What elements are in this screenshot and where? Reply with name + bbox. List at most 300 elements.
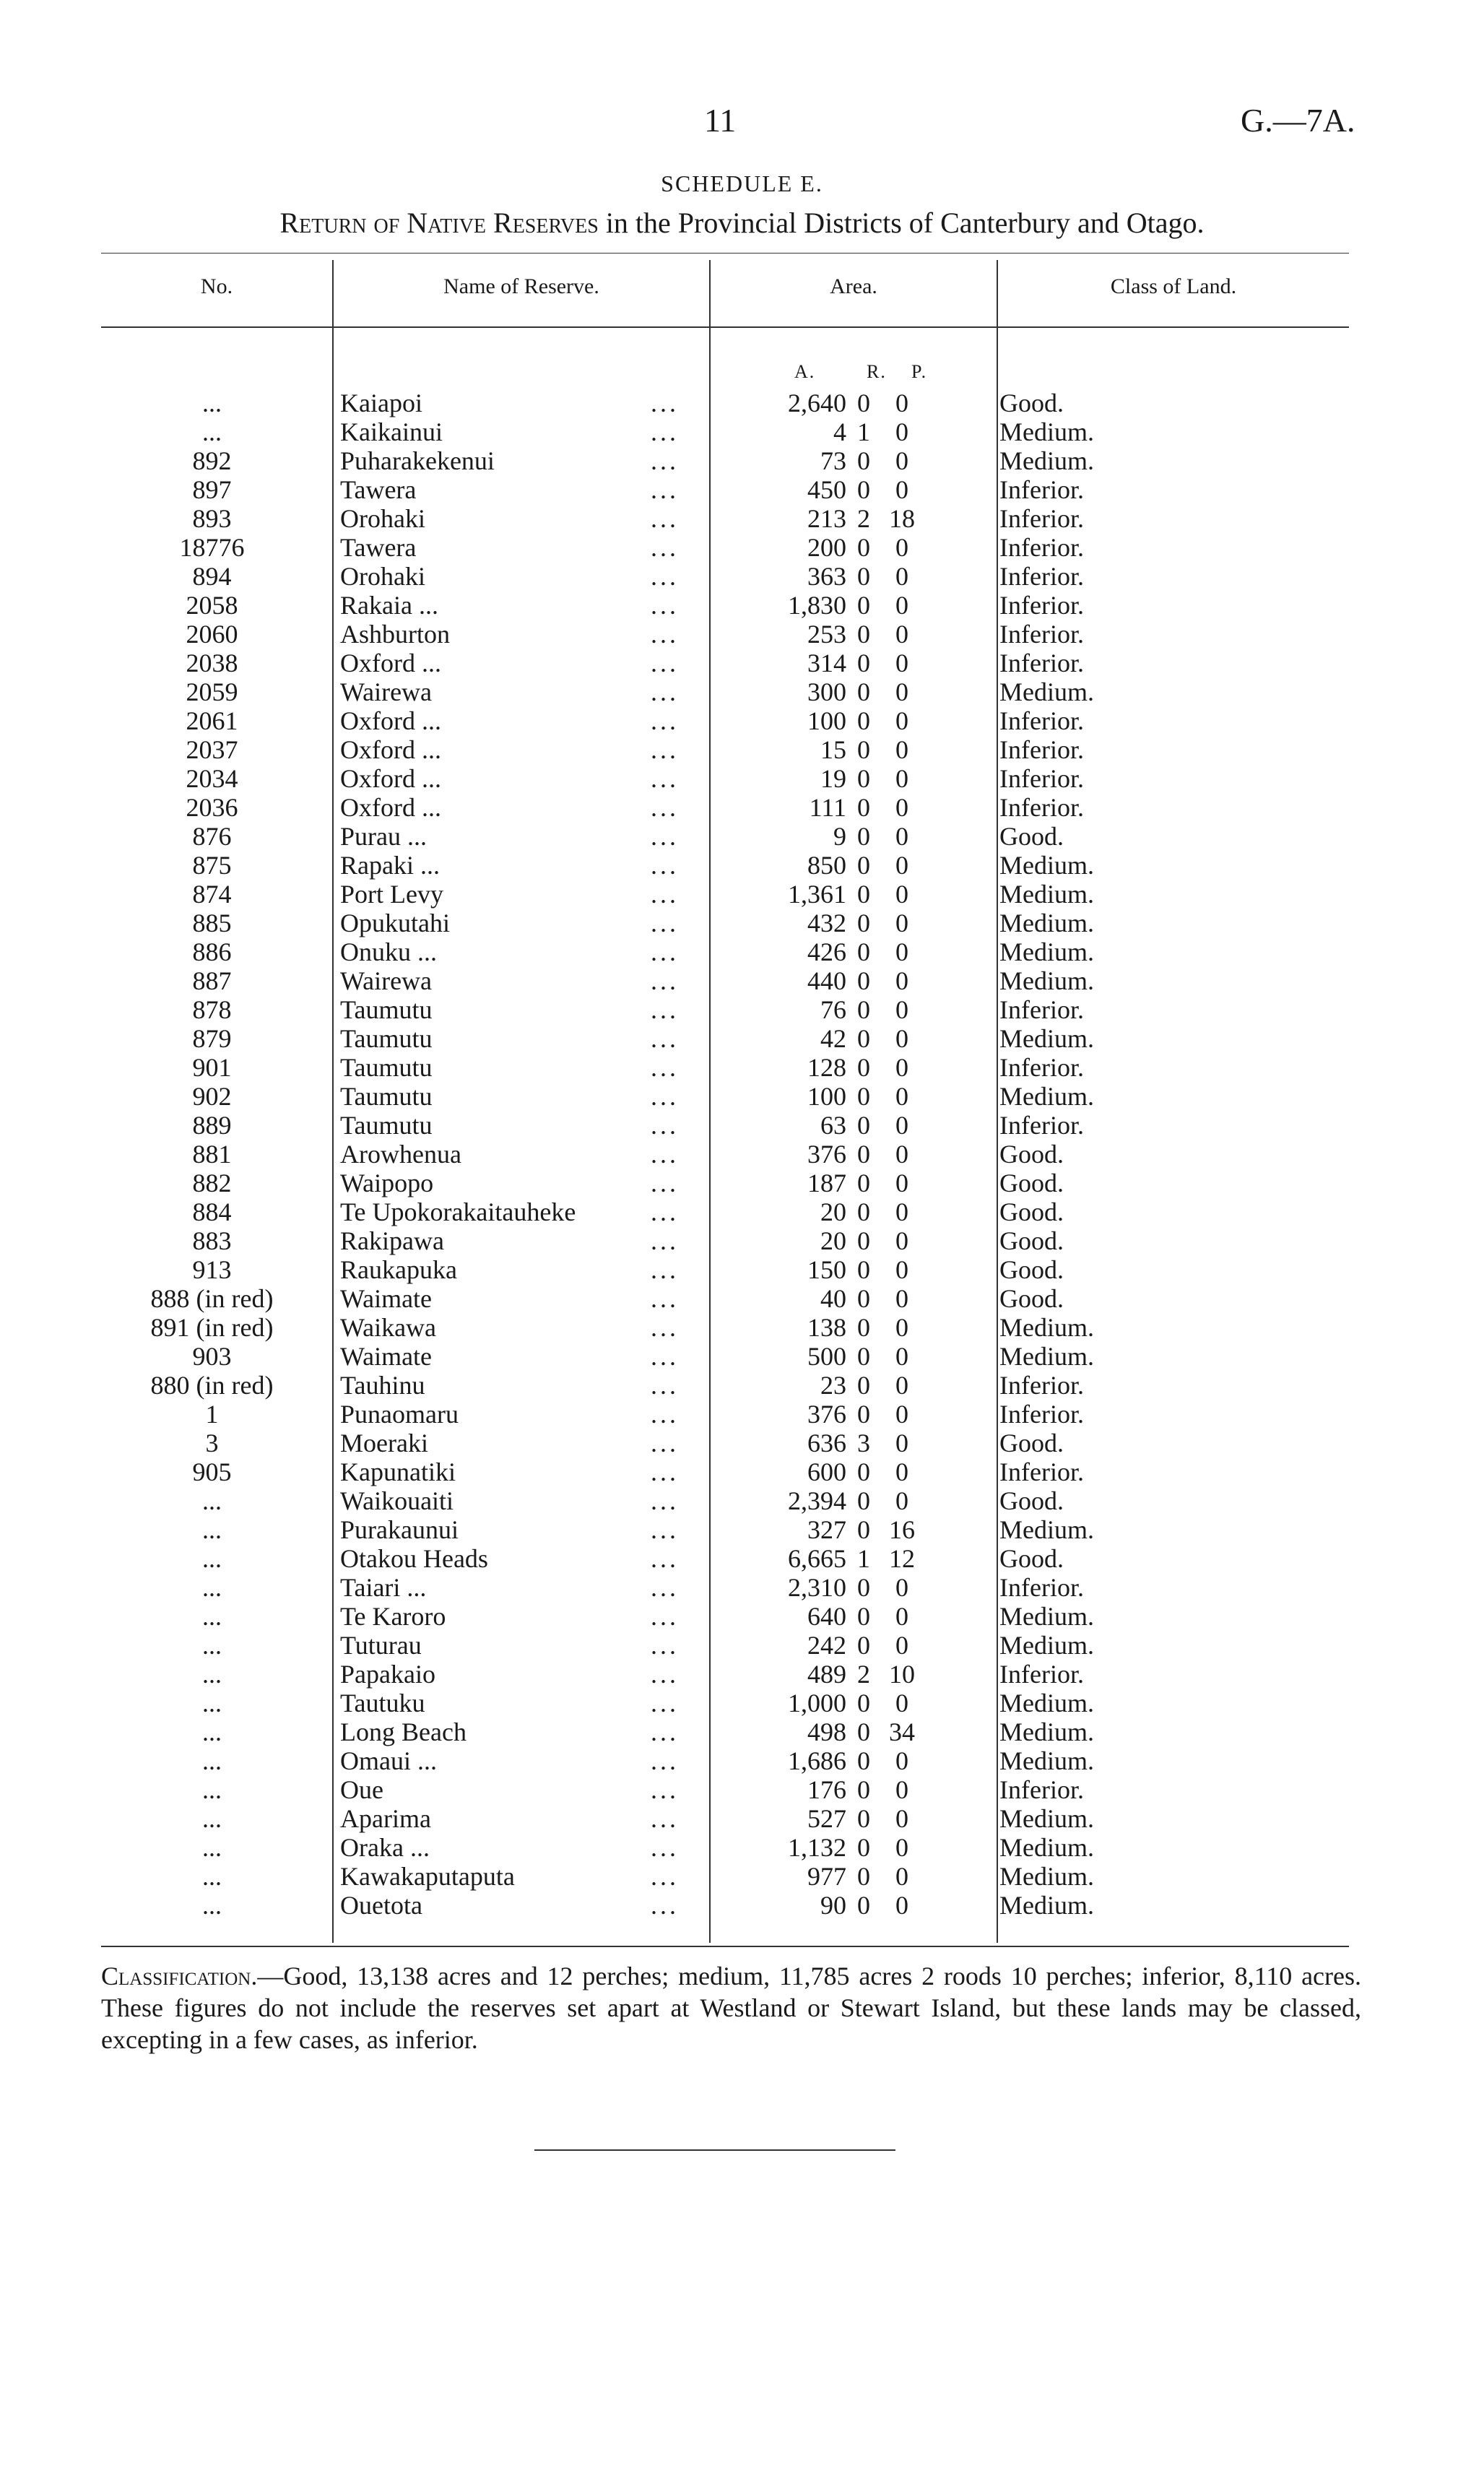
area-roods: 0 [857,995,870,1024]
reserve-name: Taumutu [340,1111,433,1140]
area-acres: 636 [807,1429,846,1457]
area-roods: 1 [857,1544,870,1573]
reserve-name: Tuturau [340,1631,422,1660]
table-row [101,417,1361,446]
spacer [923,909,992,937]
area-perches: 0 [895,677,908,706]
reserve-name-wrap [340,475,696,504]
area-roods: 0 [857,851,870,880]
area-acres: 90 [820,1891,846,1920]
reserve-name: Taumutu [340,1082,433,1111]
land-class: Medium. [999,851,1094,880]
area-perches: 0 [895,1804,908,1833]
area-perches: 0 [895,1284,908,1313]
area-roods: 0 [857,1833,870,1862]
table-row [101,1544,1361,1573]
table-row [101,1804,1361,1833]
footer-rule [101,1946,1349,1947]
reserve-name-wrap [340,1833,696,1862]
reserve-name-cell [323,1457,696,1486]
area-roods: 0 [857,937,870,966]
area-perches: 0 [895,1862,908,1891]
land-class: Good. [999,389,1064,417]
table-row [101,1862,1361,1891]
area-acres: 73 [820,446,846,475]
reserve-name-wrap [340,1400,696,1429]
reserve-name: Waimate [340,1284,433,1313]
leader-dots: ... [651,1717,679,1746]
area-perches: 18 [889,504,915,533]
area-acres: 1,132 [788,1833,846,1862]
area-perches: 0 [895,1342,908,1371]
reserve-name-wrap [340,591,696,620]
reserve-name-wrap [340,446,696,475]
area-acres: 500 [807,1342,846,1371]
area-acres: 9 [833,822,846,851]
reserve-name-cell [323,995,696,1024]
area-roods: 0 [857,1400,870,1429]
reserve-name-wrap [340,937,696,966]
area-acres: 432 [807,909,846,937]
spacer [923,591,992,620]
reserve-number: 18776 [179,533,245,562]
table-row [101,649,1361,677]
spacer [923,851,992,880]
area-perches: 0 [895,1111,908,1140]
area-roods: 0 [857,1169,870,1197]
table-row [101,677,1361,706]
reserve-number: 888 (in red) [150,1284,274,1313]
reserve-name-cell [323,1689,696,1717]
area-roods: 1 [857,417,870,446]
reserve-name: Kawakaputaputa [340,1862,515,1891]
area-acres: 63 [820,1111,846,1140]
area-roods: 0 [857,706,870,735]
reserve-name-wrap [340,1313,696,1342]
reserve-name-wrap [340,1024,696,1053]
spacer [923,966,992,995]
area-perches: 16 [889,1515,915,1544]
area-roods: 0 [857,1140,870,1169]
reserve-name: Oxford ... [340,649,441,677]
area-perches: 0 [895,591,908,620]
reserve-name-cell [323,1717,696,1746]
reserve-name: Ashburton [340,620,450,649]
area-acres: 200 [807,533,846,562]
area-acres: 138 [807,1313,846,1342]
reserve-name-wrap [340,822,696,851]
table-row [101,1515,1361,1544]
leader-dots: ... [651,1891,679,1920]
reserve-name-wrap [340,1544,696,1573]
area-roods: 0 [857,1024,870,1053]
reserve-name-wrap [340,1746,696,1775]
area-acres: 489 [807,1660,846,1689]
spacer [923,1573,992,1602]
table-row [101,937,1361,966]
reserve-name-wrap [340,851,696,880]
reserve-name-wrap [340,1457,696,1486]
reserve-name-cell [323,446,696,475]
table-row [101,1371,1361,1400]
reserve-name-cell [323,677,696,706]
land-class: Medium. [999,1342,1094,1371]
reserve-name-wrap [340,1573,696,1602]
reserve-number: ... [202,1544,222,1573]
leader-dots: ... [651,909,679,937]
reserve-name: Tawera [340,533,417,562]
spacer [923,1891,992,1920]
area-perches: 0 [895,1169,908,1197]
spacer [923,1862,992,1891]
classification-note [101,1960,1361,2055]
area-acres: 100 [807,706,846,735]
reserve-name-cell [323,1255,696,1284]
spacer [923,1400,992,1429]
reserve-number: ... [202,1804,222,1833]
header-top-rule [101,253,1349,254]
reserve-name: Omaui ... [340,1746,437,1775]
spacer [923,1602,992,1631]
area-roods: 0 [857,1111,870,1140]
reserve-name-cell [323,562,696,591]
reserve-name-cell [323,1429,696,1457]
reserve-name: Wairewa [340,677,433,706]
area-perches: 0 [895,533,908,562]
spacer [923,735,992,764]
land-class: Inferior. [999,533,1084,562]
reserve-name-wrap [340,793,696,822]
spacer [923,1371,992,1400]
leader-dots: ... [651,620,679,649]
reserve-name: Puharakekenui [340,446,495,475]
reserve-name-wrap [340,1053,696,1082]
reserve-number: 878 [192,995,232,1024]
reserve-name-cell [323,851,696,880]
area-roods: 0 [857,822,870,851]
land-class: Inferior. [999,1371,1084,1400]
leader-dots: ... [651,649,679,677]
area-perches: 0 [895,995,908,1024]
reserve-name: Kaiapoi [340,389,422,417]
land-class: Inferior. [999,475,1084,504]
reserve-number: ... [202,1775,222,1804]
reserve-name-cell [323,1226,696,1255]
reserve-number: 874 [192,880,232,909]
area-perches: 0 [895,1602,908,1631]
leader-dots: ... [651,1082,679,1111]
spacer [923,1313,992,1342]
spacer [923,1804,992,1833]
table-row [101,1024,1361,1053]
reserve-name-wrap [340,1140,696,1169]
spacer [923,1515,992,1544]
reserve-name-wrap [340,649,696,677]
land-class: Inferior. [999,995,1084,1024]
area-acres: 187 [807,1169,846,1197]
table-row [101,909,1361,937]
reserve-name: Oraka ... [340,1833,430,1862]
reserve-name: Otakou Heads [340,1544,488,1573]
reserve-name: Waipopo [340,1169,434,1197]
leader-dots: ... [651,1342,679,1371]
reserve-number: ... [202,417,222,446]
table-row [101,1660,1361,1689]
reserve-name-cell [323,764,696,793]
reserve-name-wrap [340,562,696,591]
reserve-name: Kaikainui [340,417,443,446]
area-acres: 4 [833,417,846,446]
area-perches: 0 [895,1746,908,1775]
reserve-number: 2059 [186,677,238,706]
leader-dots: ... [651,1284,679,1313]
reserve-name-cell [323,1111,696,1140]
area-acres: 1,686 [788,1746,846,1775]
leader-dots: ... [651,1140,679,1169]
area-acres: 426 [807,937,846,966]
reserve-name: Purakaunui [340,1515,459,1544]
unit-acres: A. [794,361,816,382]
reserve-name-cell [323,1660,696,1689]
reserve-name-cell [323,966,696,995]
land-class: Medium. [999,1833,1094,1862]
table-row [101,1689,1361,1717]
area-acres: 76 [820,995,846,1024]
leader-dots: ... [651,1024,679,1053]
spacer [923,1833,992,1862]
reserve-name: Kapunatiki [340,1457,456,1486]
leader-dots: ... [651,389,679,417]
area-acres: 850 [807,851,846,880]
leader-dots: ... [651,533,679,562]
area-perches: 0 [895,1631,908,1660]
spacer [923,1775,992,1804]
reserve-number: ... [202,1862,222,1891]
table-row [101,1631,1361,1660]
table-row [101,1140,1361,1169]
reserve-name-wrap [340,389,696,417]
leader-dots: ... [651,1226,679,1255]
reserve-name-cell [323,1284,696,1313]
spacer [923,880,992,909]
leader-dots: ... [651,706,679,735]
reserve-name-cell [323,1602,696,1631]
land-class: Good. [999,1429,1064,1457]
reserve-number: ... [202,1573,222,1602]
area-roods: 0 [857,1053,870,1082]
land-class: Medium. [999,1746,1094,1775]
leader-dots: ... [651,1515,679,1544]
area-perches: 0 [895,620,908,649]
table-row [101,1602,1361,1631]
area-acres: 1,830 [788,591,846,620]
spacer [923,1746,992,1775]
area-roods: 0 [857,591,870,620]
page-number: 11 [704,102,737,139]
leader-dots: ... [651,1573,679,1602]
leader-dots: ... [651,1371,679,1400]
leader-dots: ... [651,793,679,822]
reserve-name-cell [323,1342,696,1371]
reserve-name-wrap [340,1602,696,1631]
spacer [923,822,992,851]
area-perches: 0 [895,1313,908,1342]
spacer [923,620,992,649]
spacer [923,764,992,793]
table-row [101,1457,1361,1486]
area-roods: 0 [857,1284,870,1313]
reserve-name-cell [323,1197,696,1226]
leader-dots: ... [651,1053,679,1082]
reserve-name-cell [323,1082,696,1111]
area-acres: 527 [807,1804,846,1833]
area-roods: 0 [857,446,870,475]
area-roods: 0 [857,966,870,995]
table-row [101,1284,1361,1313]
reserve-name-cell [323,1862,696,1891]
spacer [923,1486,992,1515]
leader-dots: ... [651,1804,679,1833]
land-class: Medium. [999,937,1094,966]
spacer [923,1053,992,1082]
land-class: Good. [999,1544,1064,1573]
leader-dots: ... [651,1775,679,1804]
land-class: Medium. [999,1862,1094,1891]
reserve-name: Oxford ... [340,793,441,822]
spacer [923,533,992,562]
reserve-number: ... [202,1746,222,1775]
reserve-number: 903 [192,1342,232,1371]
reserve-name-cell [323,735,696,764]
reserve-number: 905 [192,1457,232,1486]
reserve-name: Ouetota [340,1891,422,1920]
reserve-name: Oxford ... [340,764,441,793]
reserve-name-wrap [340,1371,696,1400]
reserve-name-wrap [340,1255,696,1284]
area-roods: 2 [857,504,870,533]
reserve-name-wrap [340,417,696,446]
land-class: Medium. [999,446,1094,475]
reserve-number: 882 [192,1169,232,1197]
reserve-name: Rapaki ... [340,851,440,880]
table-row [101,1833,1361,1862]
schedule-heading: SCHEDULE E. [661,170,823,196]
area-roods: 0 [857,620,870,649]
area-acres: 20 [820,1226,846,1255]
area-roods: 0 [857,1891,870,1920]
area-roods: 0 [857,1342,870,1371]
reserve-name: Taumutu [340,995,433,1024]
land-class: Inferior. [999,1111,1084,1140]
spacer [923,1342,992,1371]
reserve-name-wrap [340,966,696,995]
spacer [923,793,992,822]
reserve-name-cell [323,1169,696,1197]
area-acres: 242 [807,1631,846,1660]
reserve-name-wrap [340,764,696,793]
leader-dots: ... [651,880,679,909]
area-acres: 213 [807,504,846,533]
land-class: Inferior. [999,793,1084,822]
reserve-name-cell [323,1486,696,1515]
table-row [101,389,1361,417]
leader-dots: ... [651,995,679,1024]
reserve-name: Moeraki [340,1429,428,1457]
leader-dots: ... [651,1255,679,1284]
table-row [101,706,1361,735]
reserve-number: 2036 [186,793,238,822]
reserve-name: Te Upokorakaitauheke [340,1197,576,1226]
reserve-number: 902 [192,1082,232,1111]
reserve-name: Orohaki [340,562,425,591]
table-row [101,1255,1361,1284]
reserve-name-cell [323,504,696,533]
land-class: Medium. [999,1024,1094,1053]
reserve-number: 897 [192,475,232,504]
leader-dots: ... [651,735,679,764]
land-class: Medium. [999,1631,1094,1660]
reserve-name-wrap [340,880,696,909]
reserve-name: Waimate [340,1342,433,1371]
reserve-name: Waikouaiti [340,1486,454,1515]
area-acres: 498 [807,1717,846,1746]
reserve-name-cell [323,937,696,966]
reserve-name: Raukapuka [340,1255,457,1284]
land-class: Inferior. [999,1457,1084,1486]
spacer [923,1660,992,1689]
reserve-name-wrap [340,620,696,649]
reserve-number: 881 [192,1140,232,1169]
land-class: Inferior. [999,1573,1084,1602]
area-acres: 176 [807,1775,846,1804]
reserve-name: Long Beach [340,1717,467,1746]
reserve-number: 2061 [186,706,238,735]
leader-dots: ... [651,1400,679,1429]
table-row [101,1400,1361,1429]
table-row [101,591,1361,620]
reserve-name: Purau ... [340,822,427,851]
reserve-name: Opukutahi [340,909,450,937]
reserves-table [101,389,1361,1920]
page-title [0,206,1484,240]
table-row [101,1891,1361,1920]
area-roods: 0 [857,1371,870,1400]
reserve-name-wrap [340,1082,696,1111]
table-row [101,446,1361,475]
area-roods: 0 [857,1804,870,1833]
spacer [923,1544,992,1573]
area-perches: 0 [895,909,908,937]
area-acres: 100 [807,1082,846,1111]
reserve-name-wrap [340,533,696,562]
reserve-name: Tauhinu [340,1371,425,1400]
area-perches: 0 [895,1429,908,1457]
area-roods: 0 [857,475,870,504]
area-acres: 111 [809,793,846,822]
reserve-name: Onuku ... [340,937,437,966]
reserve-number: 879 [192,1024,232,1053]
reserve-number: ... [202,389,222,417]
spacer [923,504,992,533]
table-row [101,966,1361,995]
reserve-number: 893 [192,504,232,533]
reserve-name-cell [323,1891,696,1920]
leader-dots: ... [651,822,679,851]
leader-dots: ... [651,937,679,966]
reserve-name: Waikawa [340,1313,437,1342]
reserve-name-wrap [340,735,696,764]
unit-roods: R. [867,361,887,382]
